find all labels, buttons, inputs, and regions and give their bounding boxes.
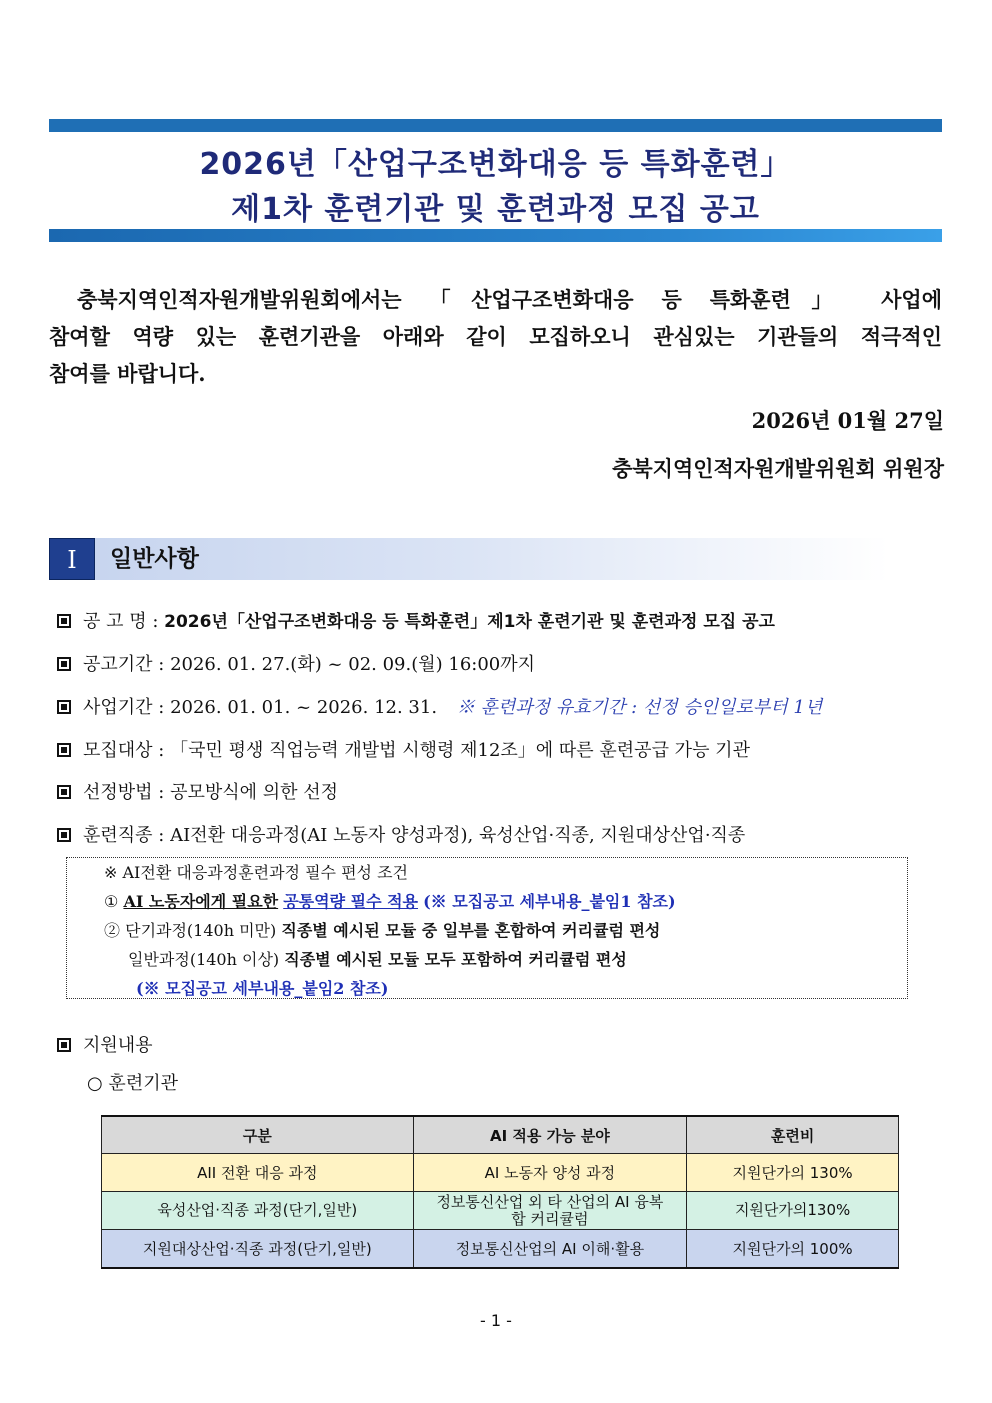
- item-target: 모집대상 : 「국민 평생 직업능력 개발법 시행령 제12조」에 따른 훈련공급 가능 기관: [57, 736, 750, 762]
- table-header-cell: 훈련비: [687, 1116, 899, 1154]
- note-line3: 일반과정(140h 이상) 직종별 예시된 모듈 모두 포함하여 커리큘럼 편성: [128, 950, 627, 969]
- square-bullet-icon: [57, 785, 71, 799]
- table-header-cell: 구분: [102, 1116, 414, 1154]
- table-row: [102, 1192, 899, 1230]
- page-title-line1: 2026년「산업구조변화대응 등 특화훈련」: [199, 147, 792, 182]
- item-support: 지원내용: [57, 1031, 153, 1057]
- item-selection-method: 선정방법 : 공모방식에 의한 선정: [57, 778, 338, 804]
- section-number: Ⅰ: [49, 538, 95, 580]
- square-bullet-icon: [57, 700, 71, 714]
- square-bullet-icon: [57, 743, 71, 757]
- table-cell: 지원대상산업·직종 과정(단기,일반): [102, 1230, 414, 1269]
- table-header-cell: AI 적용 가능 분야: [413, 1116, 687, 1154]
- table-cell: 지원단가의 130%: [687, 1154, 899, 1192]
- table-cell: 지원단가의130%: [687, 1192, 899, 1230]
- signature: 충북지역인적자원개발위원회 위원장: [612, 456, 944, 481]
- intro-line2: 참여할 역량 있는 훈련기관을 아래와 같이 모집하오니 관심있는 기관들의 적극적인: [49, 324, 942, 349]
- item-training-type: 훈련직종 : AI전환 대응과정(AI 노동자 양성과정), 육성산업·직종, 지원대상산업·직종: [57, 821, 745, 847]
- note-line4: (※ 모집공고 세부내용_붙임2 참조): [136, 979, 389, 998]
- note-heading: ※ AI전환 대응과정훈련과정 필수 편성 조건: [104, 863, 409, 882]
- table-cell: 지원단가의 100%: [687, 1230, 899, 1269]
- table-row: [102, 1154, 899, 1192]
- table-cell: 정보통신산업의 AI 이해·활용: [413, 1230, 687, 1269]
- top-rule: [49, 119, 942, 132]
- table-header-row: [102, 1116, 899, 1154]
- support-sub-heading: ○ 훈련기관: [87, 1073, 178, 1094]
- square-bullet-icon: [57, 657, 71, 671]
- announcement-date: 2026년 01월 27일: [751, 408, 944, 433]
- square-bullet-icon: [57, 1038, 71, 1052]
- intro-line3: 참여를 바랍니다.: [49, 361, 206, 386]
- note-line2: ② 단기과정(140h 미만) 직종별 예시된 모듈 중 일부를 혼합하여 커리큘럼 편성: [104, 921, 661, 940]
- item-business-period: 사업기간 : 2026. 01. 01. ~ 2026. 12. 31. ※ 훈련과정 유효기간 : 선정 승인일로부터 1년: [57, 693, 822, 719]
- intro-line1: 충북지역인적자원개발위원회에서는 「산업구조변화대응 등 특화훈련」 사업에: [77, 287, 942, 312]
- table-cell: 정보통신산업 외 타 산업의 AI 융복합 커리큘럼: [413, 1192, 687, 1230]
- item-announcement-period: 공고기간 : 2026. 01. 27.(화) ~ 02. 09.(월) 16:00까지: [57, 650, 535, 676]
- note-line1: ① AI 노동자에게 필요한 공통역량 필수 적용 (※ 모집공고 세부내용_붙임1 참조): [104, 892, 676, 911]
- table-row: [102, 1230, 899, 1269]
- page-title-line2: 제1차 훈련기관 및 훈련과정 모집 공고: [231, 192, 760, 227]
- page-number: - 1 -: [480, 1311, 512, 1330]
- support-table: [101, 1115, 899, 1269]
- item-announcement-name: 공 고 명 : 2026년「산업구조변화대응 등 특화훈련」제1차 훈련기관 및 훈련과정 모집 공고: [57, 607, 775, 633]
- bottom-rule: [49, 229, 942, 242]
- square-bullet-icon: [57, 614, 71, 628]
- square-bullet-icon: [57, 828, 71, 842]
- table-cell: 육성산업·직종 과정(단기,일반): [102, 1192, 414, 1230]
- section-title: 일반사항: [110, 546, 199, 572]
- table-cell: AI 노동자 양성 과정: [413, 1154, 687, 1192]
- table-cell: AII 전환 대응 과정: [102, 1154, 414, 1192]
